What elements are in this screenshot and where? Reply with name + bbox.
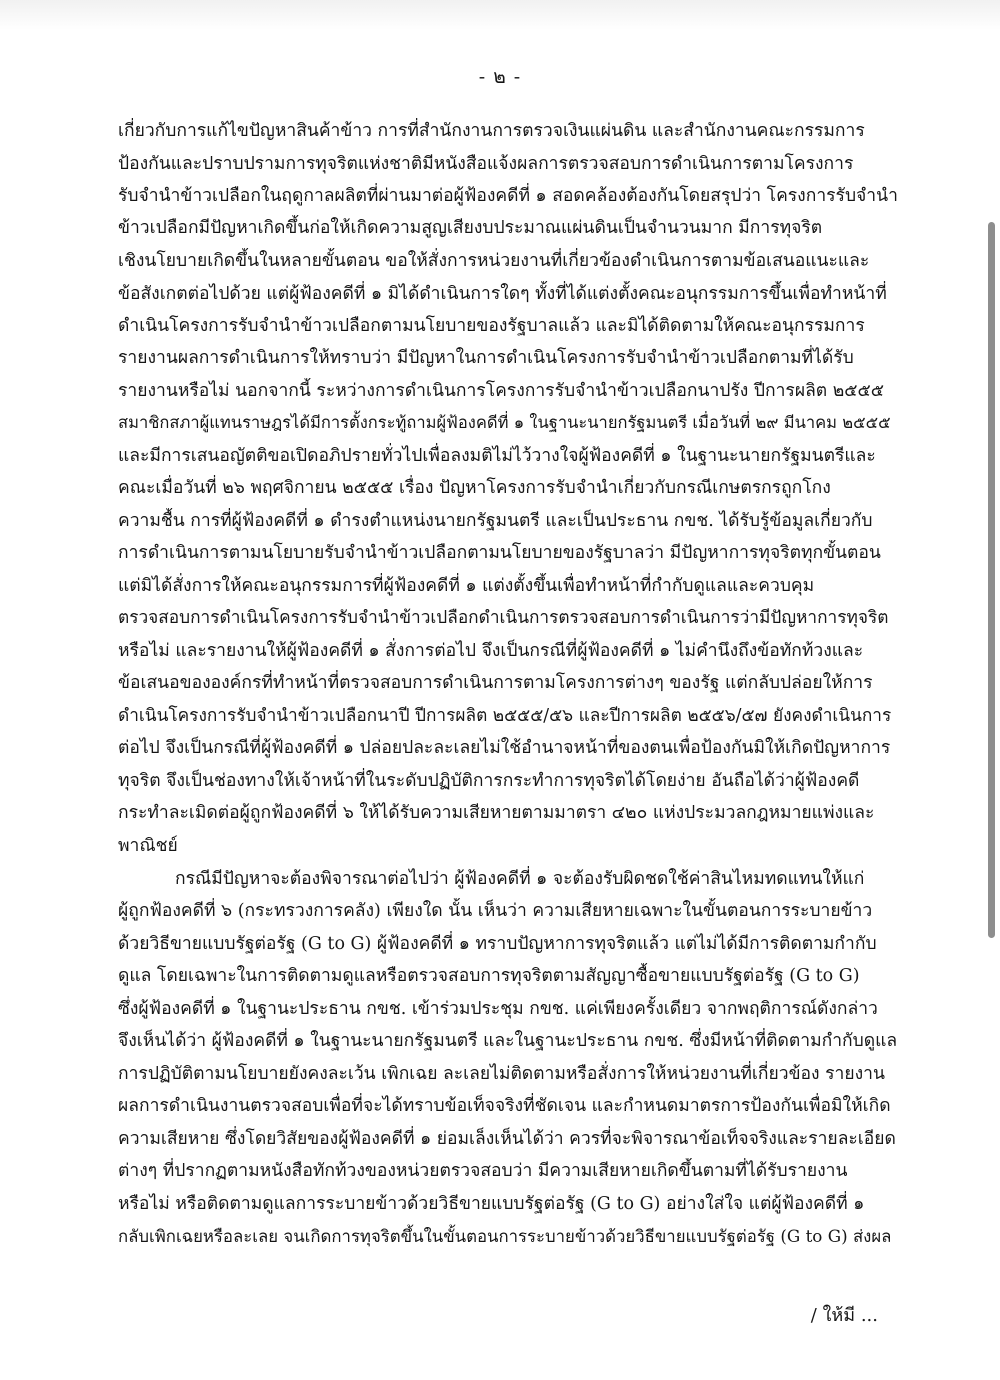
text-line: รายงานผลการดำเนินการให้ทราบว่า มีปัญหาในการดำเนินโครงการรับจำนำข้าวเปลือกตามที่ได้รับ bbox=[118, 348, 854, 368]
text-line: รับจำนำข้าวเปลือกในฤดูกาลผลิตที่ผ่านมาต่อผู้ฟ้องคดีที่ ๑ สอดคล้องต้องกันโดยสรุปว่า โครงการรับจำนำ bbox=[118, 186, 898, 206]
text-line: หรือไม่ หรือติดตามดูแลการระบายข้าวด้วยวิธีขายแบบรัฐต่อรัฐ (G to G) อย่างใส่ใจ แต่ผู้ฟ้องคดีที่ ๑ bbox=[118, 1194, 865, 1214]
page-number: - ๒ - bbox=[478, 66, 522, 88]
text-line: ข้อสังเกตต่อไปด้วย แต่ผู้ฟ้องคดีที่ ๑ มิได้ดำเนินการใดๆ ทั้งที่ได้แต่งตั้งคณะอนุกรรมการขึ้นเพื่อทำหน้าที่ bbox=[118, 284, 887, 304]
text-line: กลับเพิกเฉยหรือละเลย จนเกิดการทุจริตขึ้นในขั้นตอนการระบายข้าวด้วยวิธีขายแบบรัฐต่อรัฐ (G to G) ส่งผล bbox=[118, 1226, 892, 1246]
text-line: กรณีมีปัญหาจะต้องพิจารณาต่อไปว่า ผู้ฟ้องคดีที่ ๑ จะต้องรับผิดชดใช้ค่าสินไหมทดแทนให้แก่ bbox=[175, 869, 865, 889]
text-line: ตรวจสอบการดำเนินโครงการรับจำนำข้าวเปลือกดำเนินการตรวจสอบการดำเนินการว่ามีปัญหาการทุจริต bbox=[118, 608, 889, 628]
text-line: ซึ่งผู้ฟ้องคดีที่ ๑ ในฐานะประธาน กขช. เข้าร่วมประชุม กขช. แค่เพียงครั้งเดียว จากพฤติการณ์ดังกล่าว bbox=[118, 999, 878, 1019]
text-line: และมีการเสนอญัตติขอเปิดอภิปรายทั่วไปเพื่อลงมติไม่ไว้วางใจผู้ฟ้องคดีที่ ๑ ในฐานะนายกรัฐมนตรีและ bbox=[118, 446, 876, 466]
text-line: ข้อเสนอขององค์กรที่ทำหน้าที่ตรวจสอบการดำเนินการตามโครงการต่างๆ ของรัฐ แต่กลับปล่อยให้การ bbox=[118, 673, 873, 693]
text-line: ข้าวเปลือกมีปัญหาเกิดขึ้นก่อให้เกิดความสูญเสียงบประมาณแผ่นดินเป็นจำนวนมาก มีการทุจริต bbox=[118, 218, 823, 238]
text-line: ความเสียหาย ซึ่งโดยวิสัยของผู้ฟ้องคดีที่ ๑ ย่อมเล็งเห็นได้ว่า ควรที่จะพิจารณาข้อเท็จจริงและรายละเอียด bbox=[118, 1129, 896, 1149]
text-line: การดำเนินการตามนโยบายรับจำนำข้าวเปลือกตามนโยบายของรัฐบาลว่า มีปัญหาการทุจริตทุกขั้นตอน bbox=[118, 543, 881, 563]
text-line: หรือไม่ และรายงานให้ผู้ฟ้องคดีที่ ๑ สั่งการต่อไป จึงเป็นกรณีที่ผู้ฟ้องคดีที่ ๑ ไม่คำนึงถึงข้อทักท้วงและ bbox=[118, 641, 864, 661]
text-line: คณะเมื่อวันที่ ๒๖ พฤศจิกายน ๒๕๕๕ เรื่อง ปัญหาโครงการรับจำนำเกี่ยวกับกรณีเกษตรกรถูกโกง bbox=[118, 478, 831, 498]
page-top-shadow bbox=[0, 0, 1000, 30]
continuation-marker: / ให้มี ... bbox=[810, 1305, 878, 1326]
text-line: แต่มิได้สั่งการให้คณะอนุกรรมการที่ผู้ฟ้องคดีที่ ๑ แต่งตั้งขึ้นเพื่อทำหน้าที่กำกับดูแลและควบคุม bbox=[118, 576, 815, 596]
text-line: ต่อไป จึงเป็นกรณีที่ผู้ฟ้องคดีที่ ๑ ปล่อยปละละเลยไม่ใช้อำนาจหน้าที่ของตนเพื่อป้องกันมิให้เกิดปัญหาการ bbox=[118, 738, 891, 758]
text-line: ผู้ถูกฟ้องคดีที่ ๖ (กระทรวงการคลัง) เพียงใด นั้น เห็นว่า ความเสียหายเฉพาะในขั้นตอนการระบายข้าว bbox=[118, 901, 873, 921]
vertical-scrollbar[interactable] bbox=[988, 222, 995, 938]
text-line: ด้วยวิธีขายแบบรัฐต่อรัฐ (G to G) ผู้ฟ้องคดีที่ ๑ ทราบปัญหาการทุจริตแล้ว แต่ไม่ได้มีการติดตามกำกับ bbox=[118, 934, 877, 954]
text-line: ดำเนินโครงการรับจำนำข้าวเปลือกตามนโยบายของรัฐบาลแล้ว และมิได้ติดตามให้คณะอนุกรรมการ bbox=[118, 316, 865, 336]
text-line: ดูแล โดยเฉพาะในการติดตามดูแลหรือตรวจสอบการทุจริตตามสัญญาซื้อขายแบบรัฐต่อรัฐ (G to G) bbox=[118, 966, 860, 986]
text-line: พาณิชย์ bbox=[118, 836, 178, 856]
text-line: สมาชิกสภาผู้แทนราษฎรได้มีการตั้งกระทู้ถามผู้ฟ้องคดีที่ ๑ ในฐานะนายกรัฐมนตรี เมื่อวันที่ ๒๙ มีนาคม ๒๕๕๕ bbox=[118, 413, 891, 432]
text-line: ความชื้น การที่ผู้ฟ้องคดีที่ ๑ ดำรงตำแหน่งนายกรัฐมนตรี และเป็นประธาน กขช. ได้รับรู้ข้อมูลเกี่ยวกับ bbox=[118, 511, 873, 531]
text-line: กระทำละเมิดต่อผู้ถูกฟ้องคดีที่ ๖ ให้ได้รับความเสียหายตามมาตรา ๔๒๐ แห่งประมวลกฎหมายแพ่งและ bbox=[118, 803, 875, 823]
text-line: เชิงนโยบายเกิดขึ้นในหลายขั้นตอน ขอให้สั่งการหน่วยงานที่เกี่ยวข้องดำเนินการตามข้อเสนอแนะและ bbox=[118, 251, 870, 271]
text-line: ป้องกันและปราบปรามการทุจริตแห่งชาติมีหนังสือแจ้งผลการตรวจสอบการดำเนินการตามโครงการ bbox=[118, 154, 854, 174]
text-line: ทุจริต จึงเป็นช่องทางให้เจ้าหน้าที่ในระดับปฏิบัติการกระทำการทุจริตได้โดยง่าย อันถือได้ว่าผู้ฟ้องคดี bbox=[118, 771, 860, 791]
text-line: รายงานหรือไม่ นอกจากนี้ ระหว่างการดำเนินการโครงการรับจำนำข้าวเปลือกนาปรัง ปีการผลิต ๒๕๕๕ bbox=[118, 381, 885, 401]
text-line: ผลการดำเนินงานตรวจสอบเพื่อที่จะได้ทราบข้อเท็จจริงที่ชัดเจน และกำหนดมาตรการป้องกันเพื่อมิให้เกิด bbox=[118, 1096, 891, 1116]
text-line: ต่างๆ ที่ปรากฏตามหนังสือทักท้วงของหน่วยตรวจสอบว่า มีความเสียหายเกิดขึ้นตามที่ได้รับรายงาน bbox=[118, 1161, 848, 1181]
text-line: ดำเนินโครงการรับจำนำข้าวเปลือกนาปี ปีการผลิต ๒๕๕๕/๕๖ และปีการผลิต ๒๕๕๖/๕๗ ยังคงดำเนินการ bbox=[118, 706, 892, 726]
text-line: การปฏิบัติตามนโยบายยังคงละเว้น เพิกเฉย ละเลยไม่ติดตามหรือสั่งการให้หน่วยงานที่เกี่ยวข้อง รายงาน bbox=[118, 1064, 885, 1084]
text-line: จึงเห็นได้ว่า ผู้ฟ้องคดีที่ ๑ ในฐานะนายกรัฐมนตรี และในฐานะประธาน กขช. ซึ่งมีหน้าที่ติดตามกำกับดูแล bbox=[118, 1031, 898, 1051]
text-line: เกี่ยวกับการแก้ไขปัญหาสินค้าข้าว การที่สำนักงานการตรวจเงินแผ่นดิน และสำนักงานคณะกรรมการ bbox=[118, 121, 865, 141]
